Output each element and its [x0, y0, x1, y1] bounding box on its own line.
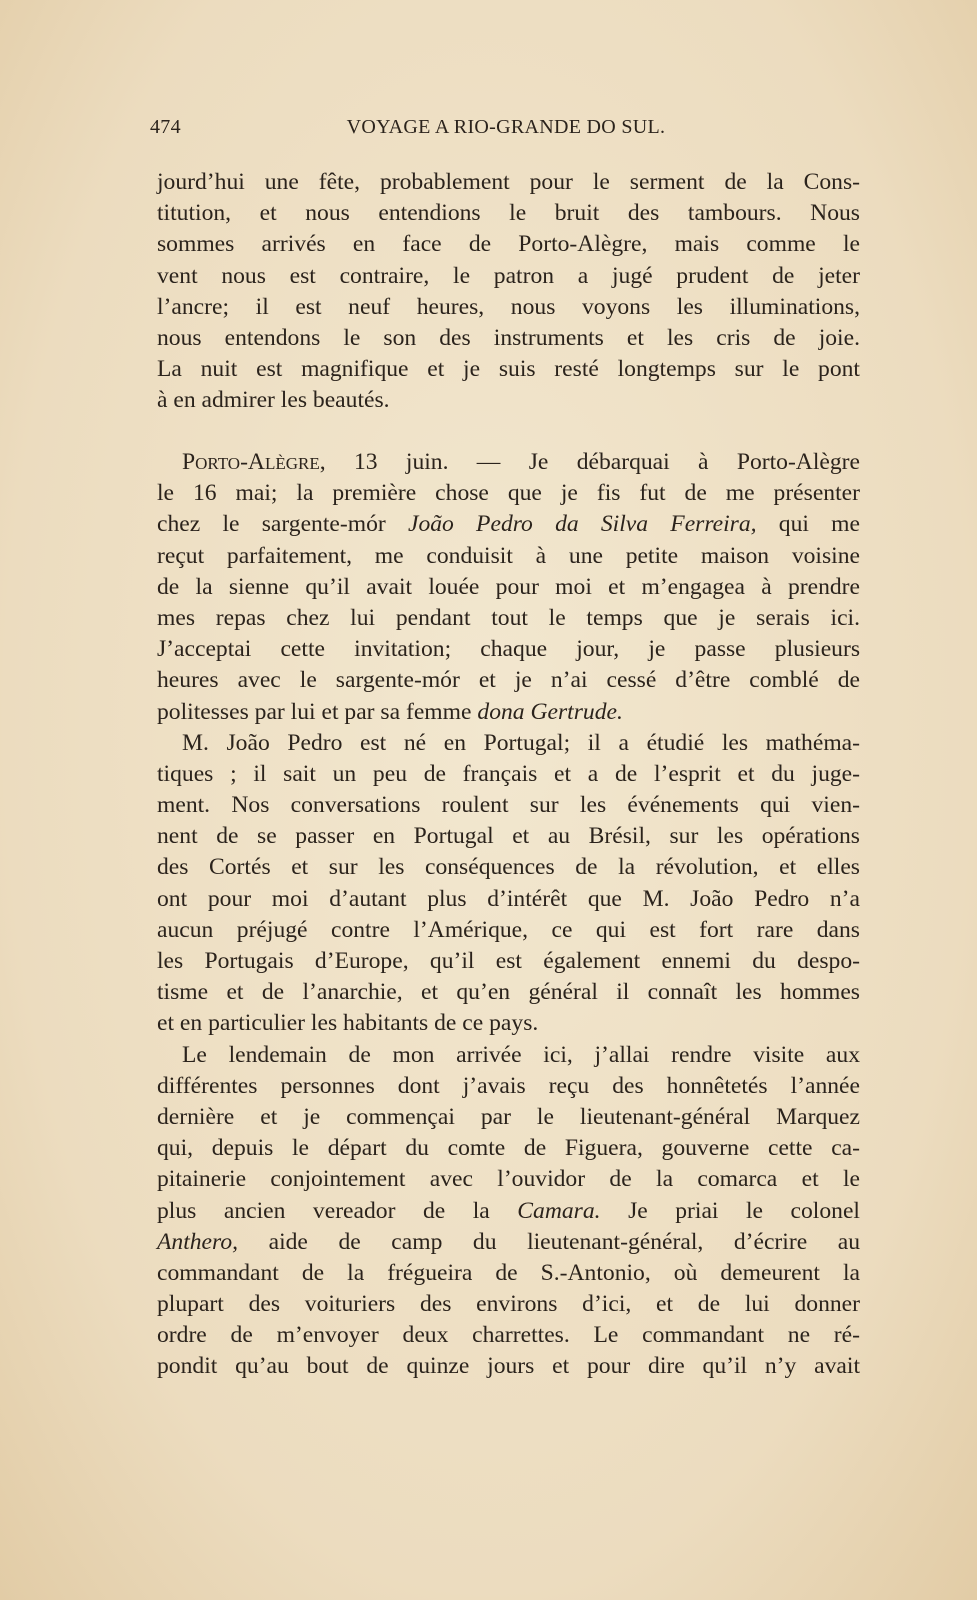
- text-segment: aucun préjugé contre l’Amérique, ce qui est fort rare dans: [157, 916, 860, 943]
- text-segment: qui, depuis le départ du comte de Figuera, gouverne cette ca-: [157, 1135, 860, 1162]
- text-segment: La nuit est magnifique et je suis resté longtemps sur le pont: [157, 356, 860, 383]
- text-line: [157, 915, 860, 946]
- text-segment: ment. Nos conversations roulent sur les événements qui vien-: [157, 792, 860, 819]
- text-segment: heures avec le sargente-mór et je n’ai cessé d’être comblé de: [157, 667, 860, 694]
- text-block-journal-entry: [157, 447, 860, 1383]
- text-segment: pondit qu’au bout de quinze jours et pour dire qu’il n’y avait: [157, 1353, 860, 1380]
- text-line: [157, 1196, 860, 1227]
- text-segment: de la sienne qu’il avait louée pour moi et m’engagea à prendre: [157, 573, 860, 600]
- text-line: [157, 509, 860, 540]
- text-segment: chez le sargente-mór: [157, 511, 408, 538]
- text-segment: nous entendons le son des instruments et les cris de joie.: [157, 324, 860, 351]
- text-segment: le 16 mai; la première chose que je fis fut de me présenter: [157, 480, 860, 507]
- text-segment: qui me: [756, 511, 860, 538]
- text-line: [157, 1008, 860, 1039]
- italic-text: Camara.: [517, 1197, 601, 1224]
- text-segment: plupart des voituriers des environs d’ici, et de lui donner: [157, 1291, 860, 1318]
- italic-text: João Pedro da Silva Ferreira,: [407, 511, 757, 538]
- text-line: [157, 354, 860, 385]
- text-segment: tiques ; il sait un peu de français et a de l’esprit et du juge-: [157, 760, 860, 787]
- text-block-continuation: [157, 167, 860, 417]
- text-line: [157, 1102, 860, 1133]
- text-segment: sommes arrivés en face de Porto-Alègre, mais comme le: [157, 231, 860, 258]
- text-line: [157, 447, 860, 478]
- text-segment: vent nous est contraire, le patron a jugé prudent de jeter: [157, 262, 860, 289]
- page-number: 474: [150, 116, 181, 138]
- text-segment: et en particulier les habitants de ce pays.: [157, 1010, 539, 1037]
- italic-text: dona Gertrude.: [477, 698, 623, 725]
- text-segment: différentes personnes dont j’avais reçu des honnêtetés l’année: [157, 1072, 860, 1099]
- text-segment: ont pour moi d’autant plus d’intérêt que M. João Pedro n’a: [157, 885, 860, 912]
- text-segment: dernière et je commençai par le lieutenant-général Marquez: [157, 1103, 860, 1130]
- text-line: [157, 1071, 860, 1102]
- text-segment: mes repas chez lui pendant tout le temps que je serais ici.: [157, 604, 860, 631]
- text-segment: pitainerie conjointement avec l’ouvidor de la comarca et le: [157, 1166, 860, 1193]
- text-segment: jourd’hui une fête, probablement pour le serment de la Cons-: [157, 169, 860, 195]
- text-line: [157, 1351, 860, 1382]
- text-line: [157, 261, 860, 292]
- text-segment: J’acceptai cette invitation; chaque jour, je passe plusieurs: [157, 636, 860, 663]
- text-line: [157, 852, 860, 883]
- text-segment: politesses par lui et par sa femme: [157, 698, 478, 725]
- text-line: [157, 1320, 860, 1351]
- italic-text: Anthero,: [157, 1228, 239, 1255]
- text-line: [157, 229, 860, 260]
- text-segment: aide de camp du lieutenant-général, d’écrire au: [238, 1228, 860, 1255]
- text-line: [157, 728, 860, 759]
- text-line: [157, 697, 860, 728]
- text-line: [157, 385, 860, 416]
- text-segment: titution, et nous entendions le bruit des tambours. Nous: [157, 200, 860, 227]
- text-segment: des Cortés et sur les conséquences de la révolution, et elles: [157, 854, 860, 881]
- text-line: [157, 292, 860, 323]
- text-segment: reçut parfaitement, me conduisit à une petite maison voisine: [157, 542, 860, 569]
- text-line: [157, 821, 860, 852]
- text-line: [157, 1258, 860, 1289]
- text-line: [157, 790, 860, 821]
- text-line: [157, 541, 860, 572]
- text-segment: à en admirer les beautés.: [157, 387, 390, 414]
- text-line: [157, 572, 860, 603]
- text-segment: tisme et de l’anarchie, et qu’en général il connaît les hommes: [157, 979, 860, 1006]
- text-line: [157, 323, 860, 354]
- text-segment: nent de se passer en Portugal et au Brésil, sur les opérations: [157, 823, 860, 850]
- small-caps-text: Porto-Alègre: [182, 449, 320, 475]
- text-segment: les Portugais d’Europe, qu’il est également ennemi du despo-: [157, 948, 860, 974]
- text-line: [157, 977, 860, 1008]
- text-line: [157, 946, 860, 977]
- text-line: [157, 198, 860, 229]
- text-line: [157, 634, 860, 665]
- text-segment: Le lendemain de mon arrivée ici, j’allai rendre visite aux: [182, 1041, 860, 1068]
- running-header: [150, 116, 862, 146]
- text-line: [157, 167, 860, 198]
- running-title: VOYAGE A RIO-GRANDE DO SUL.: [346, 116, 666, 138]
- text-line: [157, 1133, 860, 1164]
- text-line: [157, 759, 860, 790]
- text-segment: M. João Pedro est né en Portugal; il a étudié les mathéma-: [182, 729, 860, 756]
- text-line: [157, 884, 860, 915]
- text-segment: ordre de m’envoyer deux charrettes. Le commandant ne ré-: [157, 1322, 860, 1349]
- text-line: [157, 478, 860, 509]
- text-segment: Je priai le colonel: [600, 1197, 860, 1224]
- text-line: [157, 1289, 860, 1320]
- text-segment: commandant de la frégueira de S.-Antonio, où demeurent la: [157, 1259, 860, 1286]
- text-line: [157, 603, 860, 634]
- text-segment: l’ancre; il est neuf heures, nous voyons les illuminations,: [157, 293, 860, 320]
- text-line: [157, 1040, 860, 1071]
- text-line: [157, 1164, 860, 1195]
- text-line: [157, 1227, 860, 1258]
- text-segment: plus ancien vereador de la: [157, 1197, 518, 1224]
- text-line: [157, 665, 860, 696]
- text-segment: , 13 juin. — Je débarquai à Porto-Alègre: [319, 449, 860, 475]
